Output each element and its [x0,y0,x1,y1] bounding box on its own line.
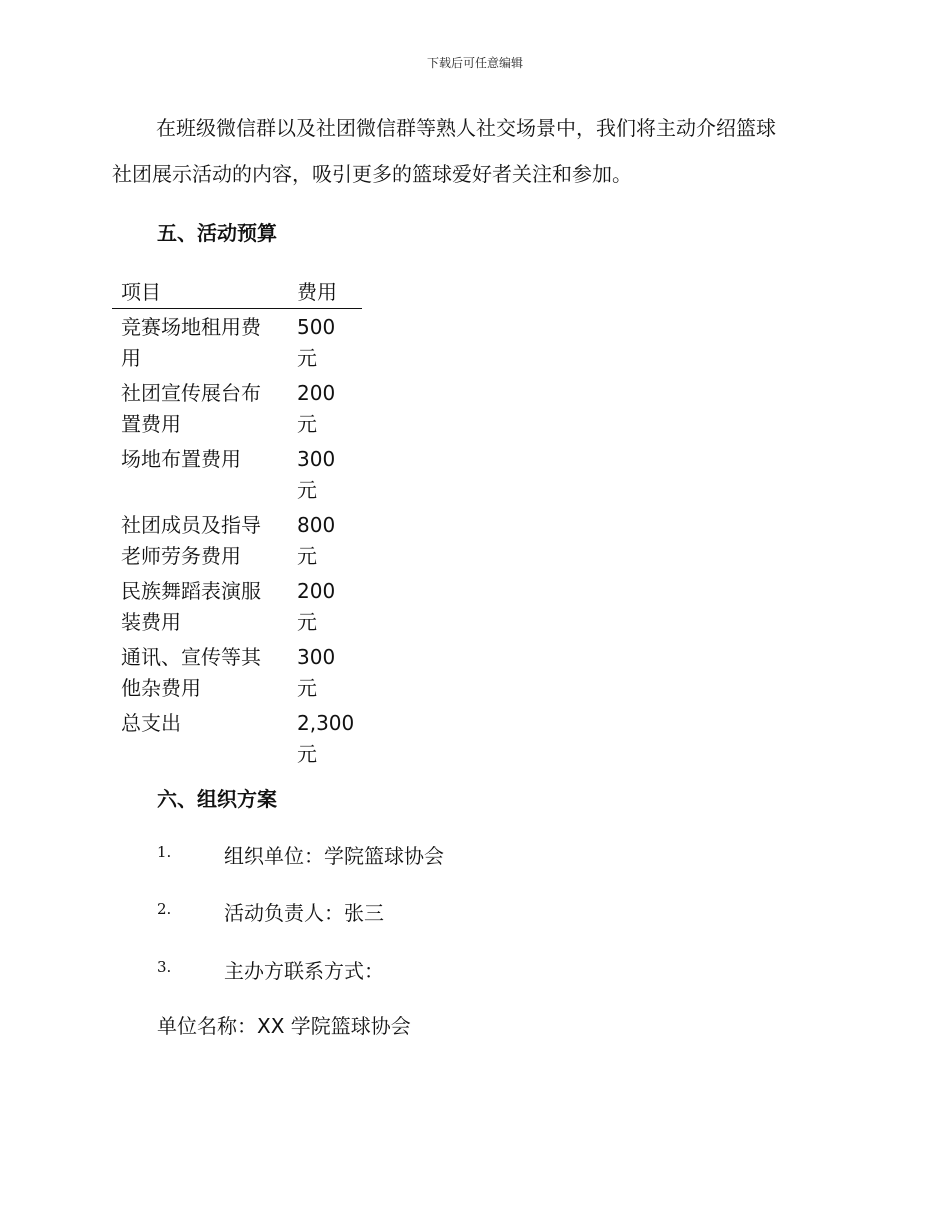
list-number: 3. [157,958,172,976]
budget-table [112,276,362,771]
budget-header-row [112,276,362,309]
list-text: 主办方联系方式： [224,959,384,983]
section-6-heading: 六、组织方案 [157,787,277,811]
list-text: 活动负责人：张三 [224,901,384,925]
budget-item: 民族舞蹈表演服装费用 [121,579,261,634]
budget-cost: 300元 [297,447,336,502]
budget-item: 竞赛场地租用费用 [121,315,261,370]
budget-item: 社团成员及指导老师劳务费用 [121,513,261,568]
table-row [112,705,362,771]
budget-header-cost: 费用 [288,276,362,309]
table-row [112,309,362,376]
budget-item: 社团宣传展台布置费用 [121,381,261,436]
budget-cost: 200元 [297,579,336,634]
intro-paragraph [112,105,832,197]
budget-cost: 800元 [297,513,336,568]
unit-name-line: 单位名称：XX 学院篮球协会 [157,1014,411,1038]
table-row [112,573,362,639]
list-number: 1. [157,843,172,861]
budget-cost: 300元 [297,645,336,700]
budget-item: 通讯、宣传等其他杂费用 [121,645,261,700]
budget-cost: 500元 [297,315,336,370]
table-row [112,441,362,507]
table-row [112,375,362,441]
list-text: 组织单位：学院篮球协会 [224,844,444,868]
budget-item: 场地布置费用 [121,447,241,471]
table-row [112,639,362,705]
list-number: 2. [157,900,172,918]
budget-header-item: 项目 [112,276,288,309]
table-row [112,507,362,573]
page-header: 下载后可任意编辑 [426,56,523,70]
budget-cost: 2,300元 [297,711,355,766]
budget-item: 总支出 [121,711,181,735]
section-5-heading: 五、活动预算 [157,221,277,245]
intro-line-1: 在班级微信群以及社团微信群等熟人社交场景中，我们将主动介绍篮球 [156,116,776,140]
budget-cost: 200元 [297,381,336,436]
intro-line-2: 社团展示活动的内容，吸引更多的篮球爱好者关注和参加。 [112,162,632,186]
